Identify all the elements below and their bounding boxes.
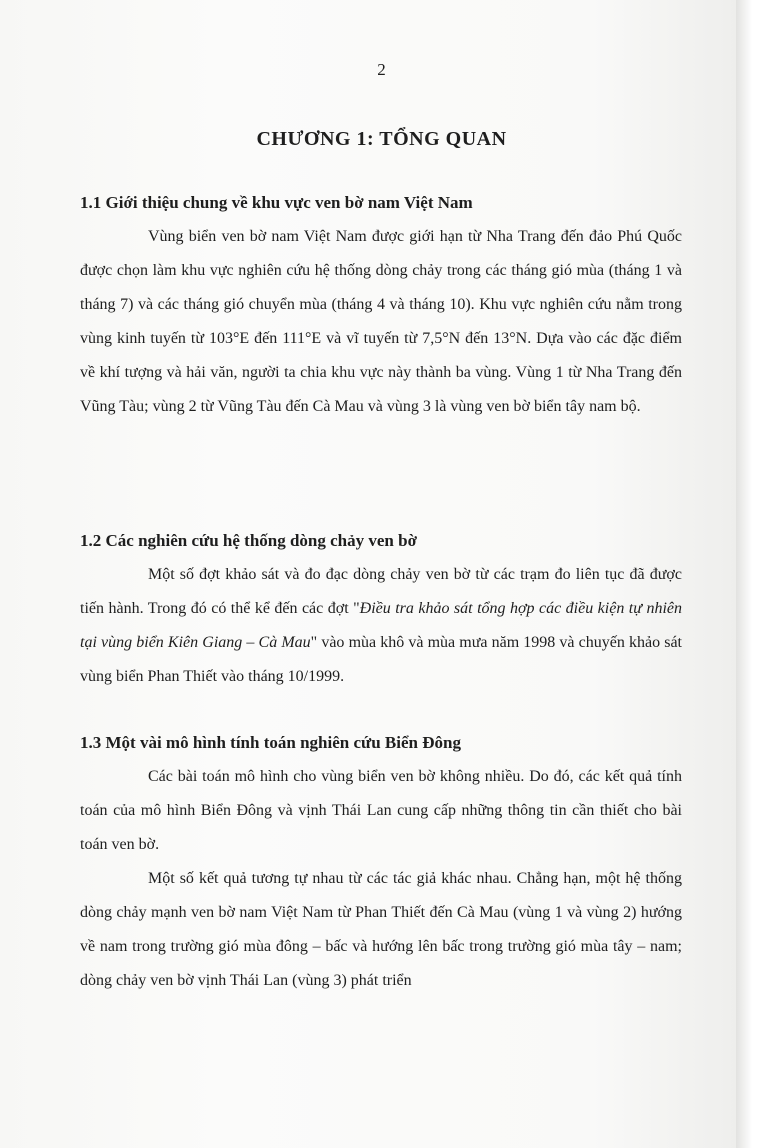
section-1-2 <box>80 524 682 694</box>
paragraph-text: Một số đợt khảo sát và đo đạc dòng chảy ven bờ từ các trạm đo liên tục đã được tiến hành. Trong đó có thể kể đến các đợt " <box>80 566 682 617</box>
survey-title-italic: Điều tra khảo sát tổng hợp các điều kiện tự nhiên tại vùng biển Kiên Giang – Cà Mau <box>80 600 682 651</box>
section-paragraph: Một số kết quả tương tự nhau từ các tác giả khác nhau. Chẳng hạn, một hệ thống dòng chảy mạnh ven bờ nam Việt Nam từ Phan Thiết đến Cà Mau (vùng 1 và vùng 2) hướng về nam trong trường gió mùa đông – bấc và hướng lên bấc trong trường gió mùa tây – nam; dòng chảy ven bờ vịnh Thái Lan (vùng 3) phát triển <box>80 870 682 989</box>
page-edge-shadow <box>736 0 763 1148</box>
section-heading: 1.2 Các nghiên cứu hệ thống dòng chảy ven bờ <box>80 531 418 550</box>
section-heading: 1.3 Một vài mô hình tính toán nghiên cứu Biển Đông <box>80 733 461 752</box>
section-paragraph: Vùng biển ven bờ nam Việt Nam được giới hạn từ Nha Trang đến đảo Phú Quốc được chọn làm khu vực nghiên cứu hệ thống dòng chảy trong các tháng gió mùa (tháng 1 và tháng 7) và các tháng gió chuyển mùa (tháng 4 và tháng 10). Khu vực nghiên cứu nằm trong vùng kinh tuyến từ 103°E đến 111°E và vĩ tuyến từ 7,5°N đến 13°N. Dựa vào các đặc điểm về khí tượng và hải văn, người ta chia khu vực này thành ba vùng. Vùng 1 từ Nha Trang đến Vũng Tàu; vùng 2 từ Vũng Tàu đến Cà Mau và vùng 3 là vùng ven bờ biển tây nam bộ. <box>80 228 682 415</box>
page-number: 2 <box>377 60 386 79</box>
paragraph-text: " vào mùa khô và mùa mưa năm 1998 và chuyến khảo sát vùng biển Phan Thiết vào tháng 10/1999. <box>80 634 682 685</box>
chapter-title: CHƯƠNG 1: TỔNG QUAN <box>256 128 507 150</box>
section-paragraph: Các bài toán mô hình cho vùng biển ven bờ không nhiều. Do đó, các kết quả tính toán của mô hình Biển Đông và vịnh Thái Lan cung cấp những thông tin cần thiết cho bài toán ven bờ. <box>80 768 682 853</box>
section-1-1 <box>80 186 682 424</box>
section-1-3 <box>80 726 682 998</box>
section-heading: 1.1 Giới thiệu chung về khu vực ven bờ nam Việt Nam <box>80 193 473 212</box>
section-paragraph <box>80 558 682 694</box>
